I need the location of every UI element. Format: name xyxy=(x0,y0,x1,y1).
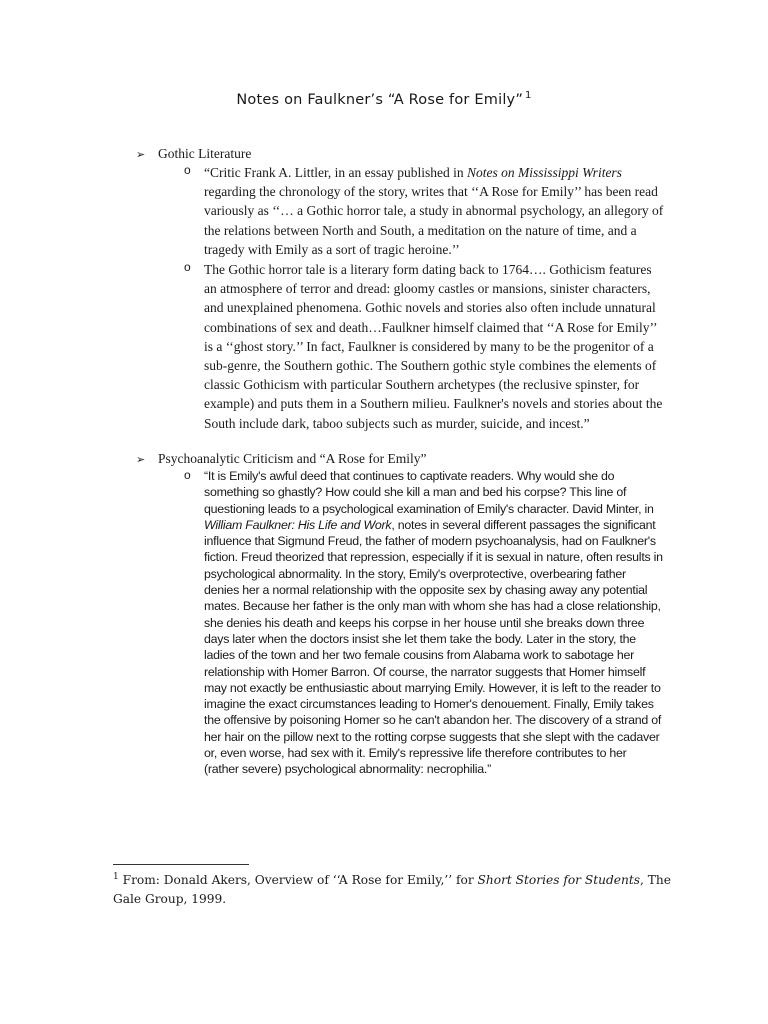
footnote-text: , The Gale Group, 1999. xyxy=(113,873,671,906)
circle-bullet-icon: o xyxy=(184,260,191,274)
footnote-divider xyxy=(113,864,249,865)
paragraph xyxy=(204,163,664,259)
circle-bullet-icon: o xyxy=(184,163,191,177)
section-heading-text: Gothic Literature xyxy=(158,146,252,161)
circle-bullet-icon: o xyxy=(184,468,191,482)
book-title: Notes on Mississippi Writers xyxy=(467,165,622,180)
paragraph xyxy=(204,260,664,433)
footnote-marker: 1 xyxy=(113,872,119,882)
footnote-book-title: Short Stories for Students xyxy=(477,873,640,887)
book-title: William Faulkner: His Life and Work xyxy=(204,517,392,532)
section-heading-psychoanalytic xyxy=(136,449,426,470)
paragraph-text: The Gothic horror tale is a literary form dating back to 1764…. Gothicism features an atmosphere of terror and dread: gloomy castles or mansions, sinister characters, and unexplained phenomena. Gothic novels and stories also often include unnatural combinations of sex and death…Faulkner himself claimed that ‘‘A Rose for Emily’’ is a ‘‘ghost story.’’ In fact, Faulkner is considered by many to be the progenitor of a sub-genre, the Southern gothic. The Southern gothic style combines the elements of classic Gothicism with particular Southern archetypes (the reclusive spinster, for example) and puts them in a Southern milieu. Faulkner's novels and stories about the South include dark, taboo subjects such as murder, suicide, and incest.” xyxy=(204,262,663,431)
paragraph-text: “Critic Frank A. Littler, in an essay published in xyxy=(204,165,468,180)
section-heading-text: Psychoanalytic Criticism and “A Rose for Emily” xyxy=(158,451,427,466)
list-item xyxy=(184,260,664,433)
list-item xyxy=(184,468,664,778)
section-heading-gothic xyxy=(136,144,251,165)
footnote-text: From: Donald Akers, Overview of ‘‘A Rose for Emily,’’ for xyxy=(118,873,478,887)
arrow-bullet-icon: ➢ xyxy=(136,454,146,466)
list-item xyxy=(184,163,664,259)
paragraph-text: , notes in several different passages the significant influence that Sigmund Freud, the father of modern psychoanalysis, had on Faulkner's fiction. Freud theorized that repression, especially if it is sexual in nature, often results in psychological abnormality. In the story, Emily's overprotective, overbearing father denies her a normal relationship with the opposite sex by chasing away any potential mates. Because her father is the only man with whom she has had a close relationship, she denies his death and keeps his corpse in her house until she breaks down three days later when the doctors insist she let them take the body. Later in the story, the ladies of the town and her two female cousins from Alabama work to sabotage her relationship with Homer Barron. Of course, the narrator suggests that Homer himself may not exactly be enthusiastic about marrying Emily. However, it is left to the reader to imagine the exact circumstances leading to Homer's denouement. Finally, Emily takes the offensive by poisoning Homer so he can't abandon her. The discovery of a strand of her hair on the pillow next to the rotting corpse suggests that she slept with the cadaver or, even worse, had sex with it. Emily's repressive life therefore contributes to her (rather severe) psychological abnormality: necrophilia.” xyxy=(204,517,663,777)
footnote-reference: 1 xyxy=(525,90,532,101)
paragraph xyxy=(204,468,664,778)
paragraph-text: regarding the chronology of the story, writes that ‘‘A Rose for Emily’’ has been read variously as ‘‘… a Gothic horror tale, a study in abnormal psychology, an allegory of the relations between North and South, a meditation on the nature of time, and a tragedy with Emily as a sort of tragic heroine.’’ xyxy=(204,184,664,257)
footnote xyxy=(113,868,673,909)
arrow-bullet-icon: ➢ xyxy=(136,149,146,161)
paragraph-text: “It is Emily's awful deed that continues to captivate readers. Why would she do something so ghastly? How could she kill a man and bed his corpse? This line of questioning leads to a psychological examination of Emily's character. David Minter, in xyxy=(204,469,654,516)
page-title xyxy=(0,90,768,108)
page-title-text: Notes on Faulkner’s “A Rose for Emily” xyxy=(236,92,524,108)
